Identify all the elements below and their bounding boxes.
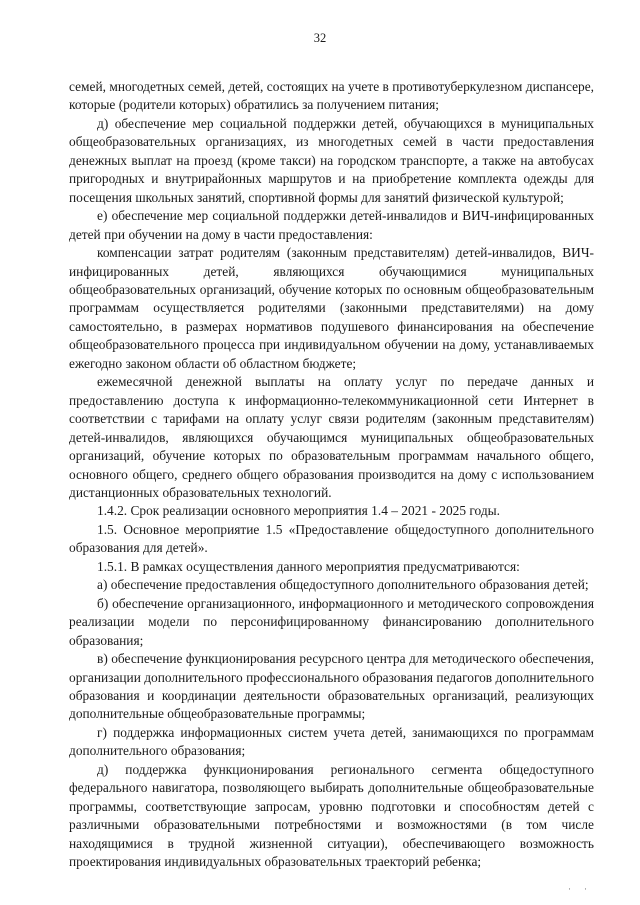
paragraph-item-d-social-support: д) обеспечение мер социальной поддержки детей, обучающихся в муниципальных общеобразовательных организациях, из многодетных семей в части предоставления денежных выплат на проезд (кроме такси) на городском транспорте, а также на автобусах пригородных и внутрирайонных маршрутов и на приобретение комплекта одежды для посещения школьных занятий, спортивной формы для занятий физической культурой;: [69, 115, 594, 205]
paragraph-item-e-disabled-children: е) обеспечение мер социальной поддержки детей-инвалидов и ВИЧ-инфицированных детей при обучении на дому в части предоставления:: [69, 208, 594, 242]
paragraph-item-g: г) поддержка информационных систем учета детей, занимающихся по программам дополнительного образования;: [69, 724, 594, 759]
paragraph-term-1-4-2: 1.4.2. Срок реализации основного мероприятия 1.4 – 2021 - 2025 годы.: [97, 503, 501, 519]
paragraph-item-b: б) обеспечение организационного, информационного и методического сопровождения реализации модели по персонифицированному финансированию дополнительного образования;: [69, 595, 594, 648]
paragraph-monthly-payment: ежемесячной денежной выплаты на оплату услуг по передаче данных и предоставлению доступа к информационно-телекоммуникационной сети Интернет в соответствии с тарифами на оплату услуг связи родителям (законным представителям) детей-инвалидов, являющихся обучающимся муниципальных общеобразовательных организаций, обучение которых по образовательным программам начального общего, основного общего, среднего общего образования производится на дому с использованием дистанционных образовательных технологий.: [69, 374, 594, 500]
paragraph-1-5-1: 1.5.1. В рамках осуществления данного мероприятия предусматриваются:: [97, 558, 520, 574]
paragraph-item-a: а) обеспечение предоставления общедоступного дополнительного образования детей;: [97, 577, 589, 593]
paragraph-item-d-navigator: д) поддержка функционирования регионального сегмента общедоступного федерального навигатора, позволяющего выбирать дополнительные общеобразовательные программы, соответствующие запросам, уровню подготовки и способностям детей с различными образовательными потребностями и возможностями (в том числе находящимися в трудной жизненной ситуации), обеспечивающего возможность проектирования индивидуальных образовательных траекторий ребенка;: [69, 761, 594, 870]
page-number: 32: [313, 31, 327, 45]
paragraph-continuation: семей, многодетных семей, детей, состоящих на учете в противотуберкулезном диспансере, которые (родители которых) обратились за получением питания;: [69, 79, 594, 113]
paragraph-compensation: компенсации затрат родителям (законным представителям) детей-инвалидов, ВИЧ-инфицированных детей, являющихся обучающимися муниципальных общеобразовательных организаций, обучение которых по основным общеобразовательным программам осуществляется родителями (законными представителями) на дому самостоятельно, в размерах нормативов подушевого финансирования на обеспечение общеобразовательного процесса при индивидуальном обучении на дому, устанавливаемых ежегодно законом области об областном бюджете;: [69, 245, 594, 371]
scan-artifact-mark: ·: [568, 884, 571, 894]
document-body: [69, 78, 594, 871]
scan-artifact-mark: ·: [584, 884, 587, 894]
paragraph-item-v: в) обеспечение функционирования ресурсного центра для методического обеспечения, организации дополнительного профессионального образования педагогов дополнительного образования и координации деятельности образовательных организаций, реализующих дополнительные общеобразовательные программы;: [69, 651, 594, 722]
paragraph-measure-1-5: 1.5. Основное мероприятие 1.5 «Предоставление общедоступного дополнительного образования для детей».: [69, 521, 594, 556]
